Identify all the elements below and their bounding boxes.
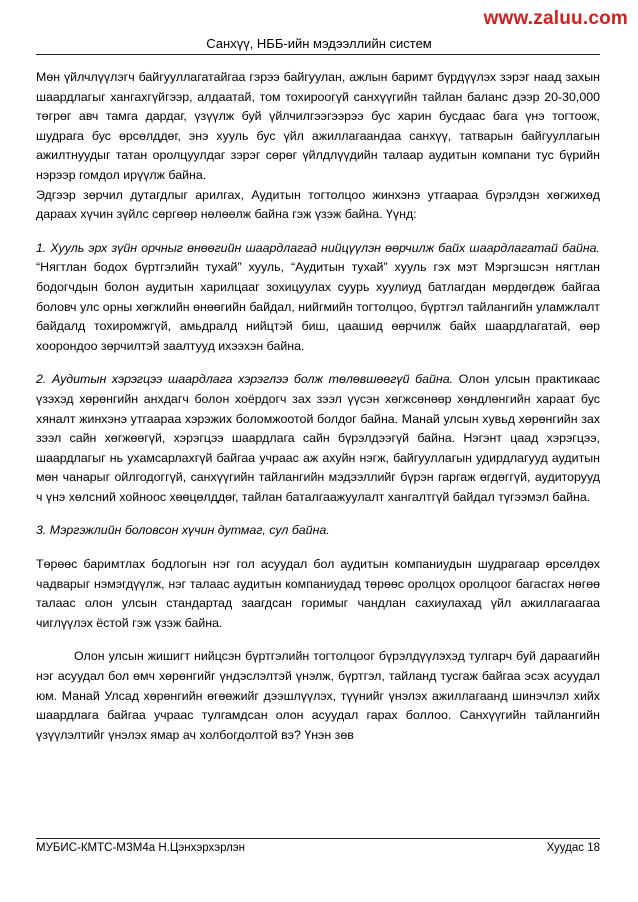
- footer-divider: [36, 838, 600, 839]
- point-3-title: 3. Мэргэжлийн боловсон хүчин дутмаг, сул байна.: [36, 523, 330, 538]
- page-header-title: Санхүү, НББ-ийн мэдээллийн систем: [206, 36, 432, 51]
- point-1-title: 1. Хууль эрх зүйн орчныг өнөөгийн шаардлагад нийцүүлэн өөрчилж байх шаардлагатай байна.: [36, 240, 600, 255]
- point-2-text: Олон улсын практикаас үзэхэд хөрөнгийн анхдагч болон хоёрдогч зах зээл үүсэн хөгжсөнөөр хөндлөнгийн хараат бус хяналт жинхэнэ утгаараа хэрэжих боломжоотой болдог байна. Манай улсын хувьд хөрөнгийн зах зээл сайн хөгжөөгүй, хэрэгцээ шаардлага сайн бүрэлдээгүй байна. Нэгэнт цаад хэрэгцээ, шаардлагыг нь ухамсарлахгүй байгаа учраас аж ахуйн нэгж, байгууллагын удирдлагууд аудитын мөн чанарыг ойлгодоггүй, санхүүгийн тайлангийн мэдээллийг бүрэн гаргаж өгдөггүй, аудиторууд ч үнэ хөлсний хойноос хөөцөлддөг, тайлан баталгаажуулалт хангалтгүй байдал түгээмэл байна.: [36, 372, 601, 504]
- document-body: [36, 68, 600, 745]
- valuation-paragraph: Олон улсын жишигт нийцсэн бүртгэлийн тогтолцоог бүрэлдүүлэхэд тулгарч буй дараагийн нэг асуудал бол өмч хөрөнгийг үндэслэлтэй үнэлж, бүртгэл, тайланд тусгаж байгаа эсэх асуудал юм. Манай Улсад хөрөнгийн өгөөжийг дээшлүүлэх, түүнийг үнэлэх ажиллагаанд шинэчлэл хийх шаардлага байгаа учраас тулгамдсан олон асуудал гарах боллоо. Санхүүгийн тайлангийн үзүүлэлтийг үнэлэх ямар ач холбогдолтой вэ? Үнэн зөв: [36, 649, 600, 742]
- factors-intro-paragraph: Эдгээр зөрчил дутагдлыг арилгах, Аудитын тогтолцоо жинхэнэ утгаараа бүрэлдэн хөгжихөд дараах хүчин зүйлс сөргөөр нөлөөлж байна гэж үзэж байна. Үүнд:: [36, 187, 600, 222]
- point-2-paragraph: [36, 370, 600, 507]
- point-2-title: 2. Аудитын хэрэгцээ шаардлага хэрэглээ болж төлөвшөөгүй байна.: [36, 372, 454, 387]
- header-divider: [36, 54, 600, 55]
- policy-paragraph: Төрөөс баримтлах бодлогын нэг гол асуудал бол аудитын компаниудын шудрагаар өрсөлдөх чадварыг нэмэгдүүлж, нэг талаас аудитын компаниудад төрөөс оролцох оролцоог багасгах нөгөө талаас олон улсын стандартад заагдсан горимыг чандлан сахиулахад үйл ажиллагаагаа чиглүүлэх ёстой гэж үзэж байна.: [36, 557, 600, 630]
- point-1-paragraph: [36, 239, 600, 357]
- intro-paragraph: Мөн үйлчлүүлэгч байгууллагатайгаа гэрээ байгуулан, ажлын баримт бүрдүүлэх зэрэг наад захын шаардлагыг хангахгүйгээр, алдаатай, том тохироогүй санхүүгийн тайлан баланс дээр 20-30,000 төгрөг авч тамга дардаг, үзүүлж буй үйлчилгээгээрээ бус харин бусдаас бага үнэ тогтоож, шудрага бус өрсөлддөг, энэ хууль бус үйл ажиллагаандаа санхүү, татварын байгууллагын ажилтнуудыг татан оролцуулдаг зэрэг сөрөг үйлдлүүдийн талаар аудитын компани тус бүрийн нэрээр гомдол ирүүлж байна.: [36, 70, 600, 182]
- footer-author: МУБИС-КМТС-МЗМ4а Н.Цэнхэрхэрлэн: [36, 842, 246, 854]
- page-number: Хуудас 18: [546, 842, 600, 854]
- point-1-text: “Нягтлан бодох бүртгэлийн тухай” хууль, “Аудитын тухай” хууль гэх мэт Мэргэшсэн нягтлан бодогчдын болон аудитын харилцааг зохицуулах суурь хуулиуд батлагдан мөрдөгдөж байгаа боловч улс орны хөгжлийн өнөөгийн байдал, нийгмийн тогтолцоо, бүртгэл тайлангийн уламжлалт байдалд тохиромжгүй, амьдралд нийцтэй биш, цаашид өөрчилж байх шаардлагатай, өөр хоорондоо зөрчилтэй заалтууд ихээхэн байна.: [36, 260, 600, 353]
- site-watermark: www.zaluu.com: [483, 8, 628, 29]
